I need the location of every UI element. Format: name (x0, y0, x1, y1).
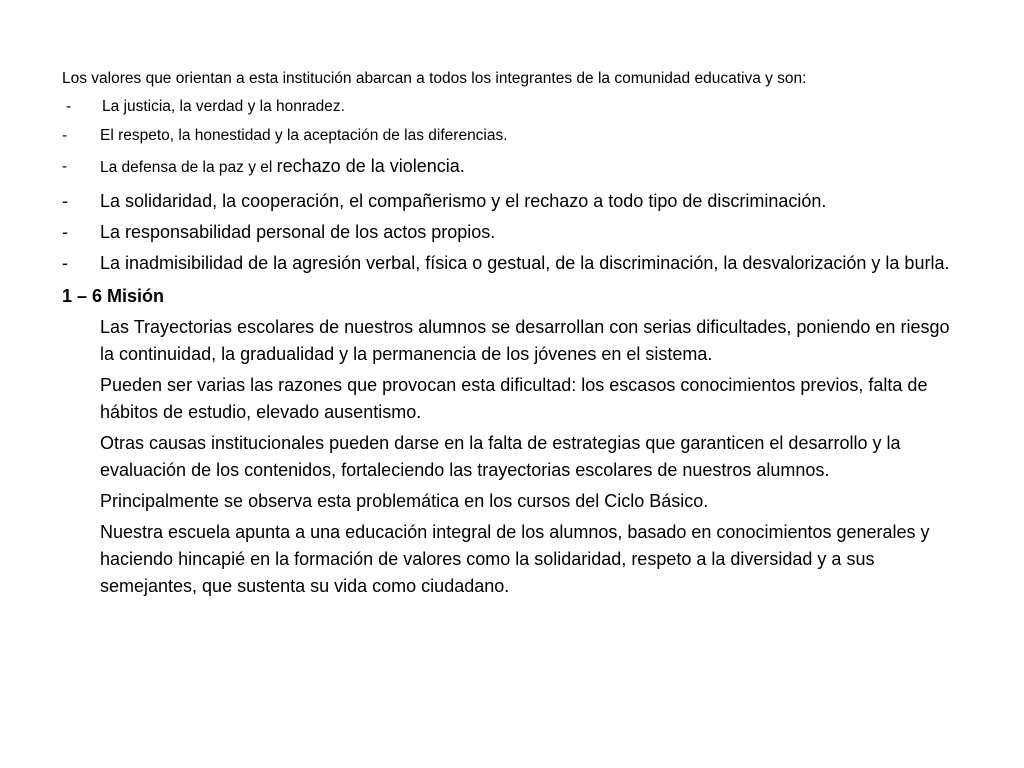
list-item-text: La responsabilidad personal de los actos propios. (100, 222, 496, 242)
bullet-dash: - (62, 253, 68, 273)
list-item-text (100, 150, 465, 184)
list-item (62, 250, 962, 277)
list-item (62, 92, 962, 121)
mission-paragraph: Las Trayectorias escolares de nuestros alumnos se desarrollan con serias dificultades, poniendo en riesgo la continuidad, la gradualidad y la permanencia de los jóvenes en el sistema. (100, 317, 950, 364)
section-title: 1 – 6 Misión (62, 286, 165, 306)
slide-content (62, 66, 962, 600)
mission-paragraph: Principalmente se observa esta problemática en los cursos del Ciclo Básico. (100, 491, 709, 511)
list-item-text: La inadmisibilidad de la agresión verbal, física o gestual, de la discriminación, la desvalorización y la burla. (100, 253, 950, 273)
list-item (62, 188, 962, 215)
list-item-text: La justicia, la verdad y la honradez. (102, 98, 345, 115)
mission-paragraph: Pueden ser varias las razones que provocan esta dificultad: los escasos conocimientos previos, falta de hábitos de estudio, elevado ausentismo. (100, 375, 928, 422)
bullet-dash: - (66, 98, 72, 115)
mission-paragraph: Otras causas institucionales pueden darse en la falta de estrategias que garanticen el desarrollo y la evaluación de los contenidos, fortaleciendo las trayectorias escolares de nuestros alumnos. (100, 433, 901, 480)
list-item-text: La solidaridad, la cooperación, el compañerismo y el rechazo a todo tipo de discriminación. (100, 191, 827, 211)
bullet-dash: - (62, 191, 68, 211)
list-item (62, 121, 962, 150)
mission-paragraph: Nuestra escuela apunta a una educación integral de los alumnos, basado en conocimientos generales y haciendo hincapié en la formación de valores como la solidaridad, respeto a la diversidad y a sus semejantes, que sustenta su vida como ciudadano. (100, 522, 930, 596)
values-list (62, 92, 962, 277)
bullet-dash: - (62, 127, 68, 144)
list-item (62, 150, 962, 184)
bullet-dash: - (62, 158, 68, 175)
list-item-text: El respeto, la honestidad y la aceptación de las diferencias. (100, 127, 508, 144)
intro-text: Los valores que orientan a esta institución abarcan a todos los integrantes de la comunidad educativa y son: (62, 70, 807, 87)
list-item-text-large: rechazo de la violencia. (276, 156, 465, 176)
list-item-text-small: La defensa de la paz y el (100, 159, 277, 176)
bullet-dash: - (62, 222, 68, 242)
list-item (62, 219, 962, 246)
